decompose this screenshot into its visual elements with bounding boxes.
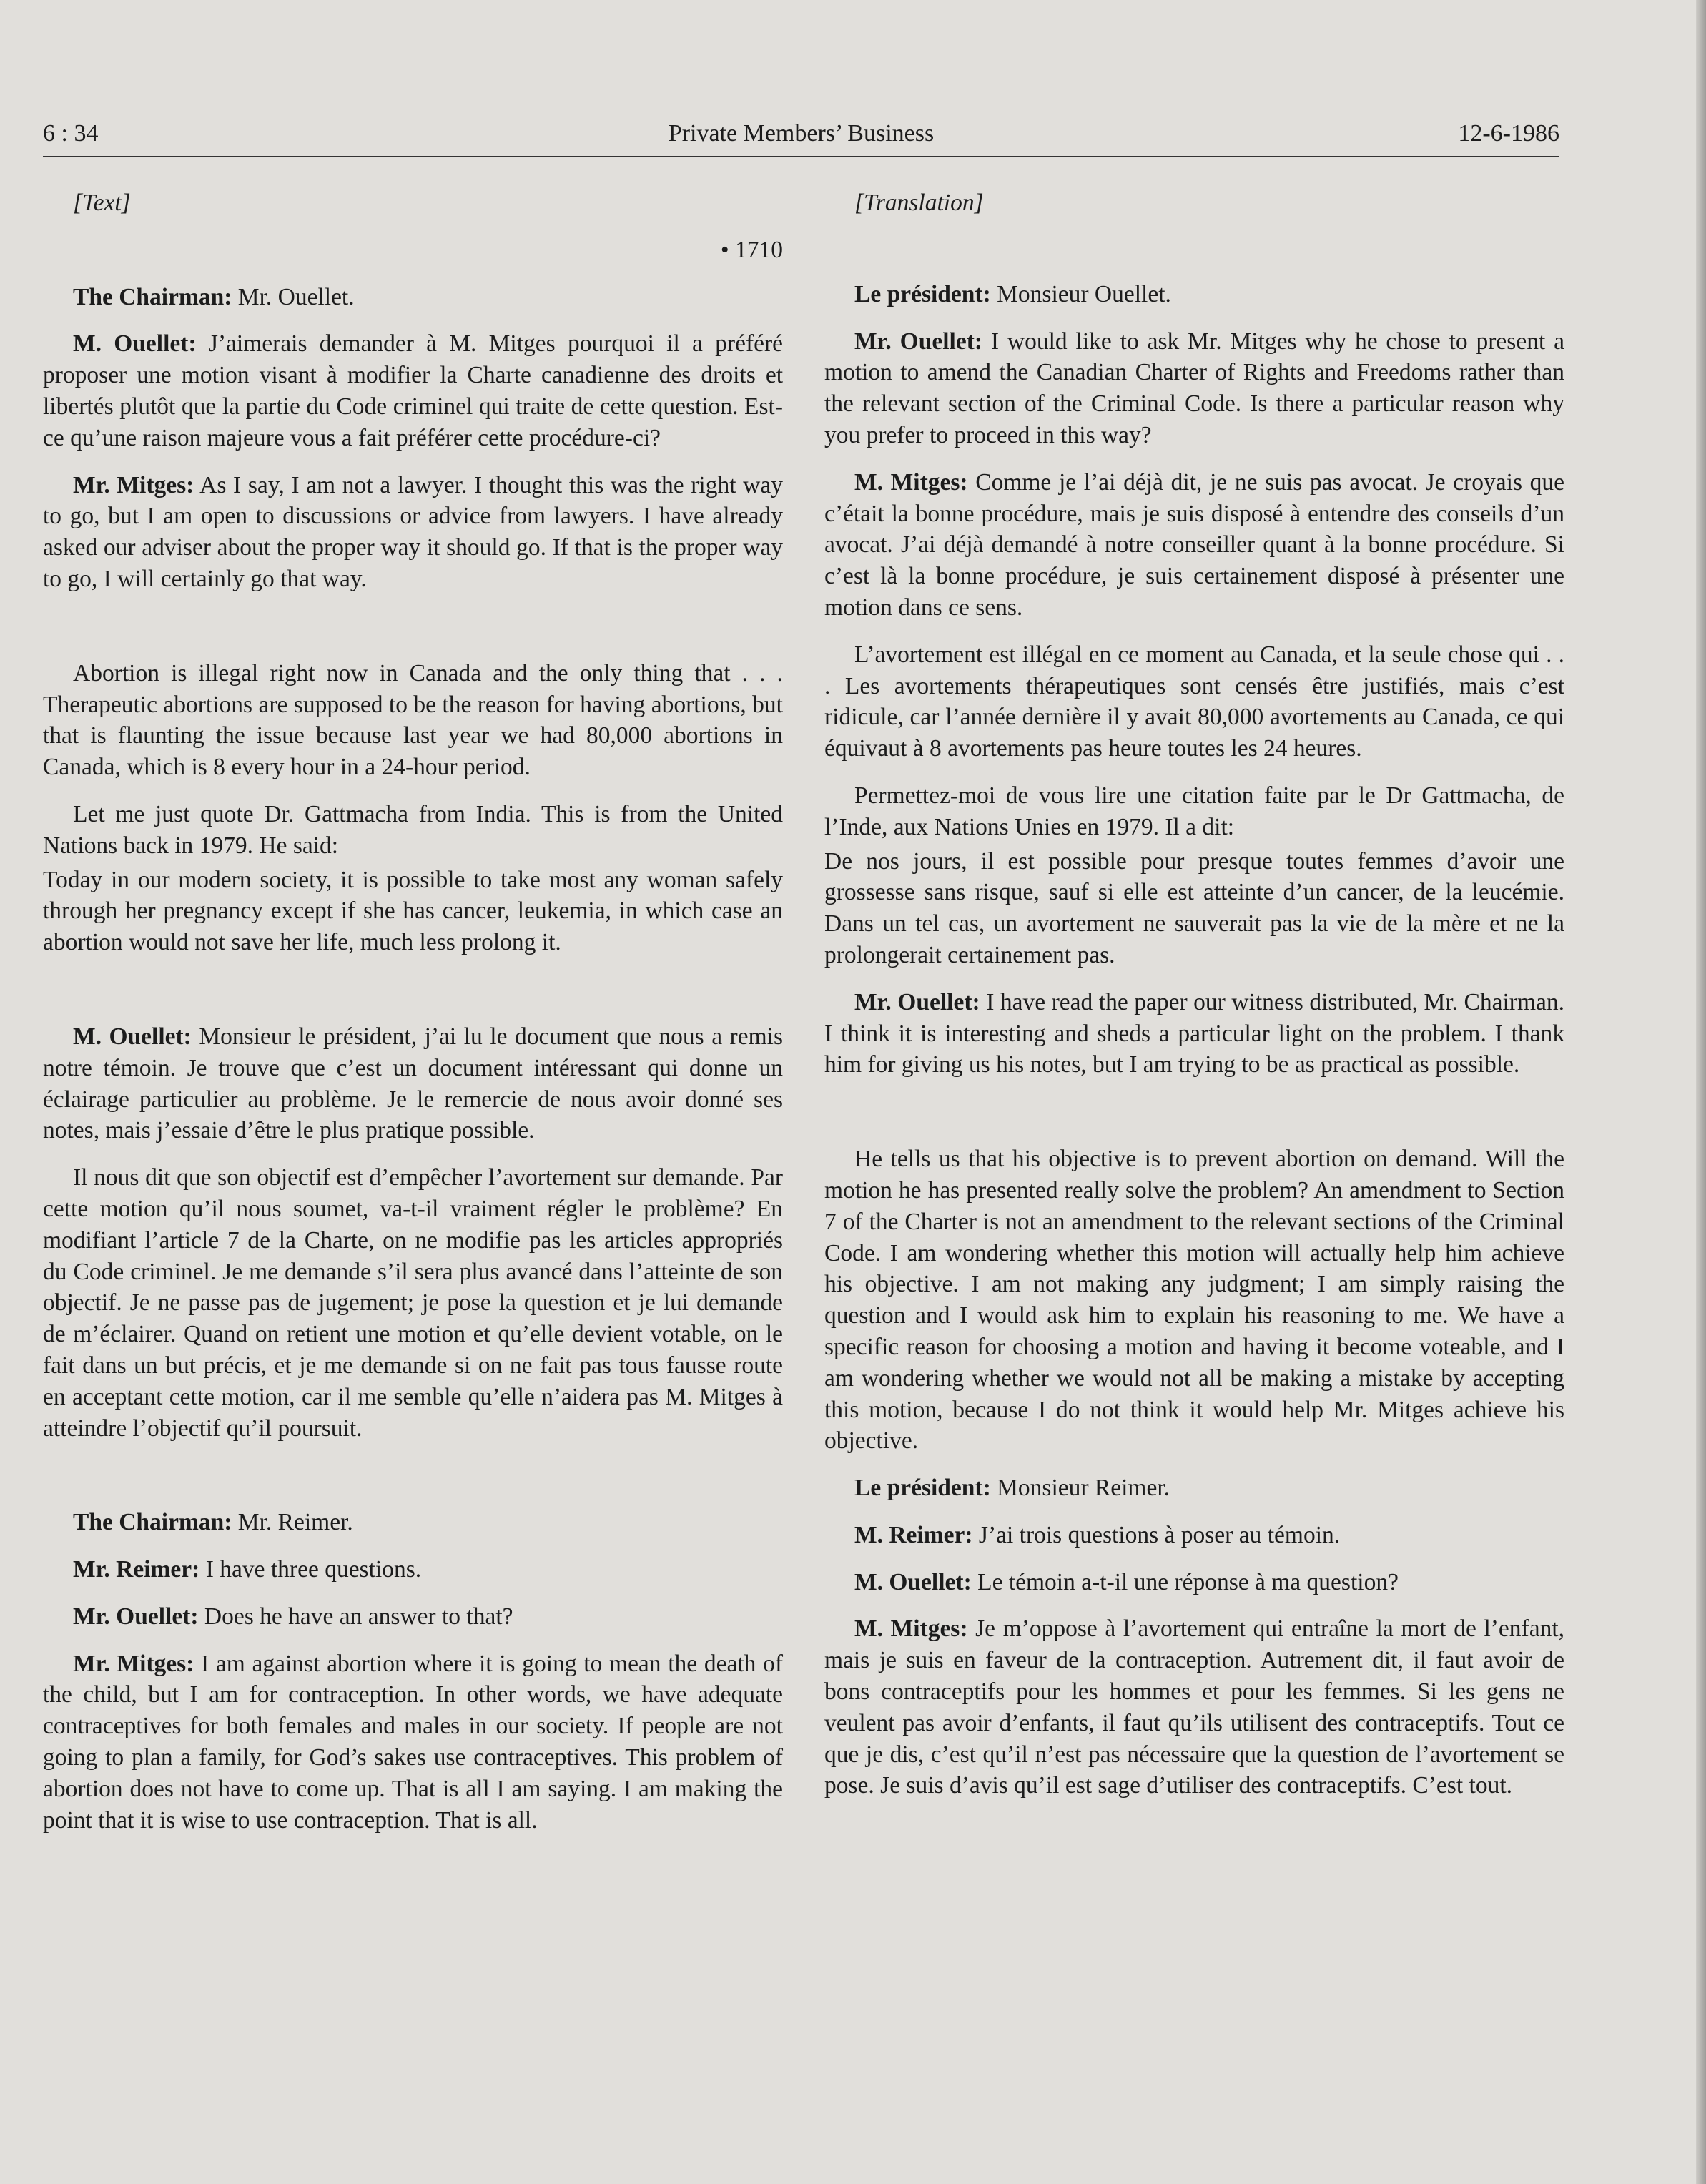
time-marker: • 1710: [720, 236, 783, 263]
paragraph-text: Mr. Reimer.: [232, 1509, 353, 1536]
spacer: [43, 611, 783, 658]
speaker-name: The Chairman:: [73, 283, 232, 310]
column-right: [824, 187, 1564, 1817]
paragraph-text: I am against abortion where it is going to mean the death of the child, but I am for contraception. In other words, we have adequate contraceptives for both females and males in our society. If people are not going to plan a family, for God’s sakes use contraceptives. This problem of abortion does not have to come up. That is all I am saying. I am making the point that it is wise to use contraception. That is all.: [43, 1650, 783, 1834]
spacer: [43, 974, 783, 1021]
paragraph: [824, 987, 1564, 1081]
speaker-name: Le président:: [854, 1475, 991, 1502]
paragraph-text: As I say, I am not a lawyer. I thought this was the right way to go, but I am open to discussions or advice from lawyers. I have already asked our adviser about the proper way it should go. If that is the proper way to go, I will certainly go that way.: [43, 471, 783, 592]
paragraph-text: Permettez-moi de vous lire une citation faite par le Dr Gattmacha, de l’Inde, aux Nations Unies en 1979. Il a dit:: [824, 782, 1564, 840]
paragraph: [824, 467, 1564, 624]
paragraph-text: Abortion is illegal right now in Canada and the only thing that . . . Therapeutic abortions are supposed to be the reason for having abortions, but that is flaunting the issue because last year we had 80,000 abortions in Canada, which is 8 every hour in a 24-hour period.: [43, 659, 783, 781]
column-left: [43, 187, 783, 1851]
page-edge-shadow: [1696, 0, 1706, 2184]
speaker-name: Mr. Ouellet:: [854, 988, 980, 1015]
paragraph: [824, 1472, 1564, 1504]
speaker-name: Mr. Mitges:: [73, 1650, 194, 1677]
page-header: [43, 114, 1559, 157]
paragraph-text: Il nous dit que son objectif est d’empêcher l’avortement sur demande. Par cette motion qu’il nous soumet, va-t-il vraiment régler le problème? En modifiant l’article 7 de la Charte, on ne modifie pas les articles appropriés du Code criminel. Je me demande s’il sera plus avancé dans l’atteinte de son objectif. Je ne passe pas de jugement; je pose la question et je lui demande de m’éclairer. Quand on retient une motion et qu’elle devient votable, on le fait dans un but précis, et je me demande si on ne fait pas tous fausse route en acceptant cette motion, car il me semble qu’elle n’aidera pas M. Mitges à atteindre l’objectif qu’il poursuit.: [43, 1164, 783, 1442]
paragraph: [824, 279, 1564, 310]
paragraph-text: He tells us that his objective is to prevent abortion on demand. Will the motion he has presented really solve the problem? An amendment to Section 7 of the Charter is not an amendment to the relevant sections of the Criminal Code. I am wondering whether this motion will actually help him achieve his objective. I am not making any judgment; I am simply raising the question and I would ask him to explain his reasoning to me. We have a specific reason for choosing a motion and having it become voteable, and I am wondering whether we would not all be making a mistake by accepting this motion, because I do not think it would help Mr. Mitges achieve his objective.: [824, 1146, 1564, 1455]
paragraph: [43, 799, 783, 862]
speaker-name: Mr. Reimer:: [73, 1556, 200, 1583]
speaker-name: M. Mitges:: [854, 468, 968, 496]
paragraph: [43, 1507, 783, 1538]
paragraph-text: Let me just quote Dr. Gattmacha from India. This is from the United Nations back in 1979. He said:: [43, 800, 783, 859]
paragraph-text: Monsieur Ouellet.: [990, 280, 1171, 308]
paragraph-text: Does he have an answer to that?: [198, 1603, 513, 1630]
spacer: [824, 1096, 1564, 1143]
speaker-name: Mr. Mitges:: [73, 471, 194, 498]
language-label: [Text]: [73, 190, 131, 216]
paragraph-text: I have read the paper our witness distributed, Mr. Chairman. I think it is interesting and sheds a particular light on the problem. I thank him for giving us his notes, but I am trying to be as practical as possible.: [824, 988, 1564, 1078]
spacer: [43, 1460, 783, 1507]
running-title: Private Members’ Business: [668, 120, 935, 147]
paragraph: [824, 639, 1564, 764]
paragraph-text: I have three questions.: [199, 1556, 422, 1583]
speaker-name: M. Ouellet:: [73, 330, 197, 358]
speaker-name: M. Reimer:: [854, 1521, 973, 1548]
speaker-name: The Chairman:: [73, 1509, 232, 1536]
paragraph: [43, 1162, 783, 1444]
paragraph: [824, 1520, 1564, 1551]
spacer: [824, 235, 1564, 279]
paragraph: [824, 1143, 1564, 1457]
paragraph: [43, 1648, 783, 1836]
language-label: [Translation]: [854, 190, 984, 216]
paragraph: [43, 470, 783, 595]
speaker-name: M. Ouellet:: [854, 1568, 972, 1595]
speaker-name: M. Ouellet:: [73, 1023, 192, 1050]
speaker-name: M. Mitges:: [854, 1615, 968, 1643]
paragraph-text: I would like to ask Mr. Mitges why he chose to present a motion to amend the Canadian Charter of Rights and Freedoms rather than the relevant section of the Criminal Code. Is there a particular reason why you prefer to proceed in this way?: [824, 328, 1564, 448]
paragraph: [43, 1021, 783, 1146]
paragraph: [43, 328, 783, 453]
paragraph-text: L’avortement est illégal en ce moment au Canada, et la seule chose qui . . . Les avortements thérapeutiques sont censés être justifiés, mais c’est ridicule, car l’année dernière il y avait 80,000 avortements au Canada, ce qui équivaut à 8 avortements pas heure toutes les 24 heures.: [824, 641, 1564, 762]
speaker-name: Mr. Ouellet:: [854, 328, 983, 355]
paragraph-text: J’ai trois questions à poser au témoin.: [972, 1521, 1341, 1548]
paragraph: [43, 1554, 783, 1585]
paragraph-text: Comme je l’ai déjà dit, je ne suis pas avocat. Je croyais que c’était la bonne procédure, mais je suis disposé à entendre des conseils d’un avocat. J’ai déjà demandé à notre conseiller quant à la bonne procédure. Si c’est là la bonne procédure, je suis certainement disposé à présenter une motion dans ce sens.: [824, 468, 1565, 621]
paragraph-text: Monsieur le président, j’ai lu le document que nous a remis notre témoin. Je trouve que c’est un document intéressant qui donne un éclairage particulier au problème. Je le remercie de nous avoir donné ses notes, mais j’essaie d’être le plus pratique possible.: [43, 1023, 783, 1144]
header-date: 12-6-1986: [1458, 120, 1559, 147]
paragraph-text: Mr. Ouellet.: [232, 283, 355, 310]
paragraph-text: Je m’oppose à l’avortement qui entraîne la mort de l’enfant, mais je suis en faveur de la contraception. Autrement dit, il faut avoir de bons contraceptifs pour les hommes et pour les femmes. Si les gens ne veulent pas avoir d’enfants, il faut qu’ils utilisent des contraceptifs. Tout ce que je dis, c’est qu’il n’est pas nécessaire que la question de l’avortement se pose. Je suis d’avis qu’il est sage d’utiliser des contraceptifs. C’est tout.: [824, 1615, 1564, 1799]
paragraph-text: Le témoin a-t-il une réponse à ma question?: [971, 1568, 1399, 1595]
paragraph: [43, 1601, 783, 1633]
block-quote: De nos jours, il est possible pour presque toutes femmes d’avoir une grossesse sans risque, sauf si elle est atteinte d’un cancer, de la leucémie. Dans un tel cas, un avortement ne sauverait pas la vie de la mère et ne la prolongerait certainement pas.: [824, 847, 1564, 968]
paragraph: [43, 658, 783, 783]
paragraph: [824, 1567, 1564, 1598]
paragraph: [824, 326, 1564, 451]
paragraph: [824, 1613, 1564, 1801]
paragraph: [824, 780, 1564, 843]
paragraph-text: J’aimerais demander à M. Mitges pourquoi il a préféré proposer une motion visant à modifier la Charte canadienne des droits et libertés plutôt que la partie du Code criminel qui traite de cette question. Est-ce qu’une raison majeure vous a fait préférer cette procédure-ci?: [43, 330, 783, 451]
paragraph-text: Monsieur Reimer.: [990, 1475, 1170, 1502]
block-quote: Today in our modern society, it is possible to take most any woman safely through her pregnancy except if she has cancer, leukemia, in which case an abortion would not save her life, much less prolong it.: [43, 866, 783, 956]
paragraph: [43, 282, 783, 313]
page-number: 6 : 34: [43, 120, 99, 147]
speaker-name: Mr. Ouellet:: [73, 1603, 199, 1630]
speaker-name: Le président:: [854, 280, 991, 308]
